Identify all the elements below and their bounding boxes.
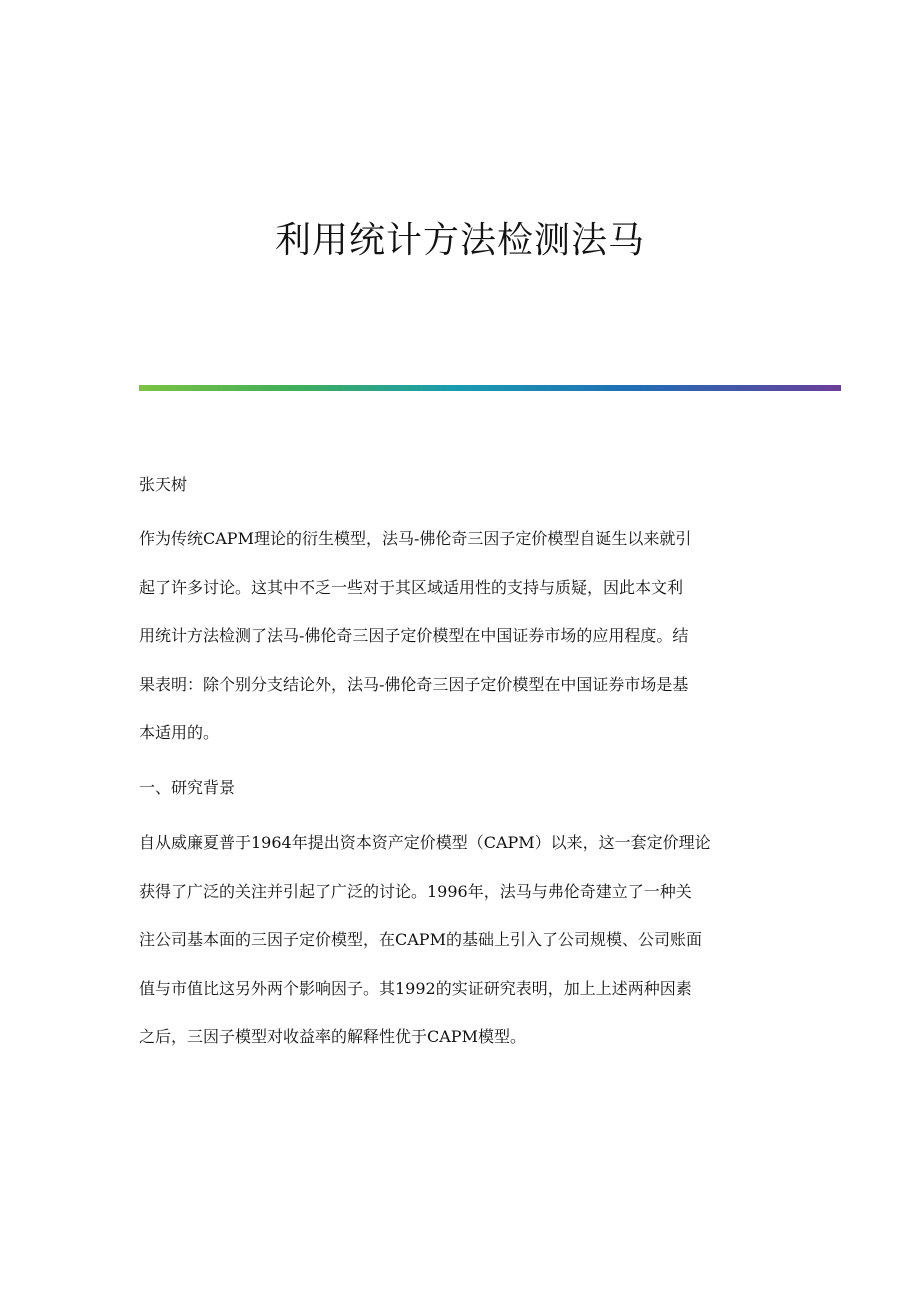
abstract-line: 果表明：除个别分支结论外，法马-佛伦奇三因子定价模型在中国证券市场是基 bbox=[139, 674, 689, 694]
background-line: 注公司基本面的三因子定价模型，在CAPM的基础上引入了公司规模、公司账面 bbox=[139, 930, 702, 949]
abstract-line: 用统计方法检测了法马-佛伦奇三因子定价模型在中国证券市场的应用程度。结 bbox=[139, 626, 689, 645]
background-paragraph bbox=[139, 819, 789, 1062]
background-line: 获得了广泛的关注并引起了广泛的讨论。1996年，法马与弗伦奇建立了一种关 bbox=[139, 881, 692, 901]
abstract-line: 起了许多讨论。这其中不乏一些对于其区域适用性的支持与质疑，因此本文利 bbox=[139, 577, 684, 597]
document-title: 利用统计方法检测法马 bbox=[274, 220, 645, 261]
background-line: 之后，三因子模型对收益率的解释性优于CAPM模型。 bbox=[139, 1027, 526, 1046]
author-name: 张天树 bbox=[139, 475, 188, 494]
background-line: 值与市值比这另外两个影响因子。其1992的实证研究表明，加上上述两种因素 bbox=[139, 978, 692, 998]
abstract-line: 本适用的。 bbox=[139, 723, 220, 742]
title-divider bbox=[139, 385, 841, 391]
abstract-line: 作为传统CAPM理论的衍生模型，法马-佛伦奇三因子定价模型自诞生以来就引 bbox=[139, 529, 692, 548]
section-heading: 一、研究背景 bbox=[139, 778, 236, 797]
abstract-paragraph bbox=[139, 515, 789, 758]
background-line: 自从威廉夏普于1964年提出资本资产定价模型（CAPM）以来，这一套定价理论 bbox=[139, 833, 711, 852]
